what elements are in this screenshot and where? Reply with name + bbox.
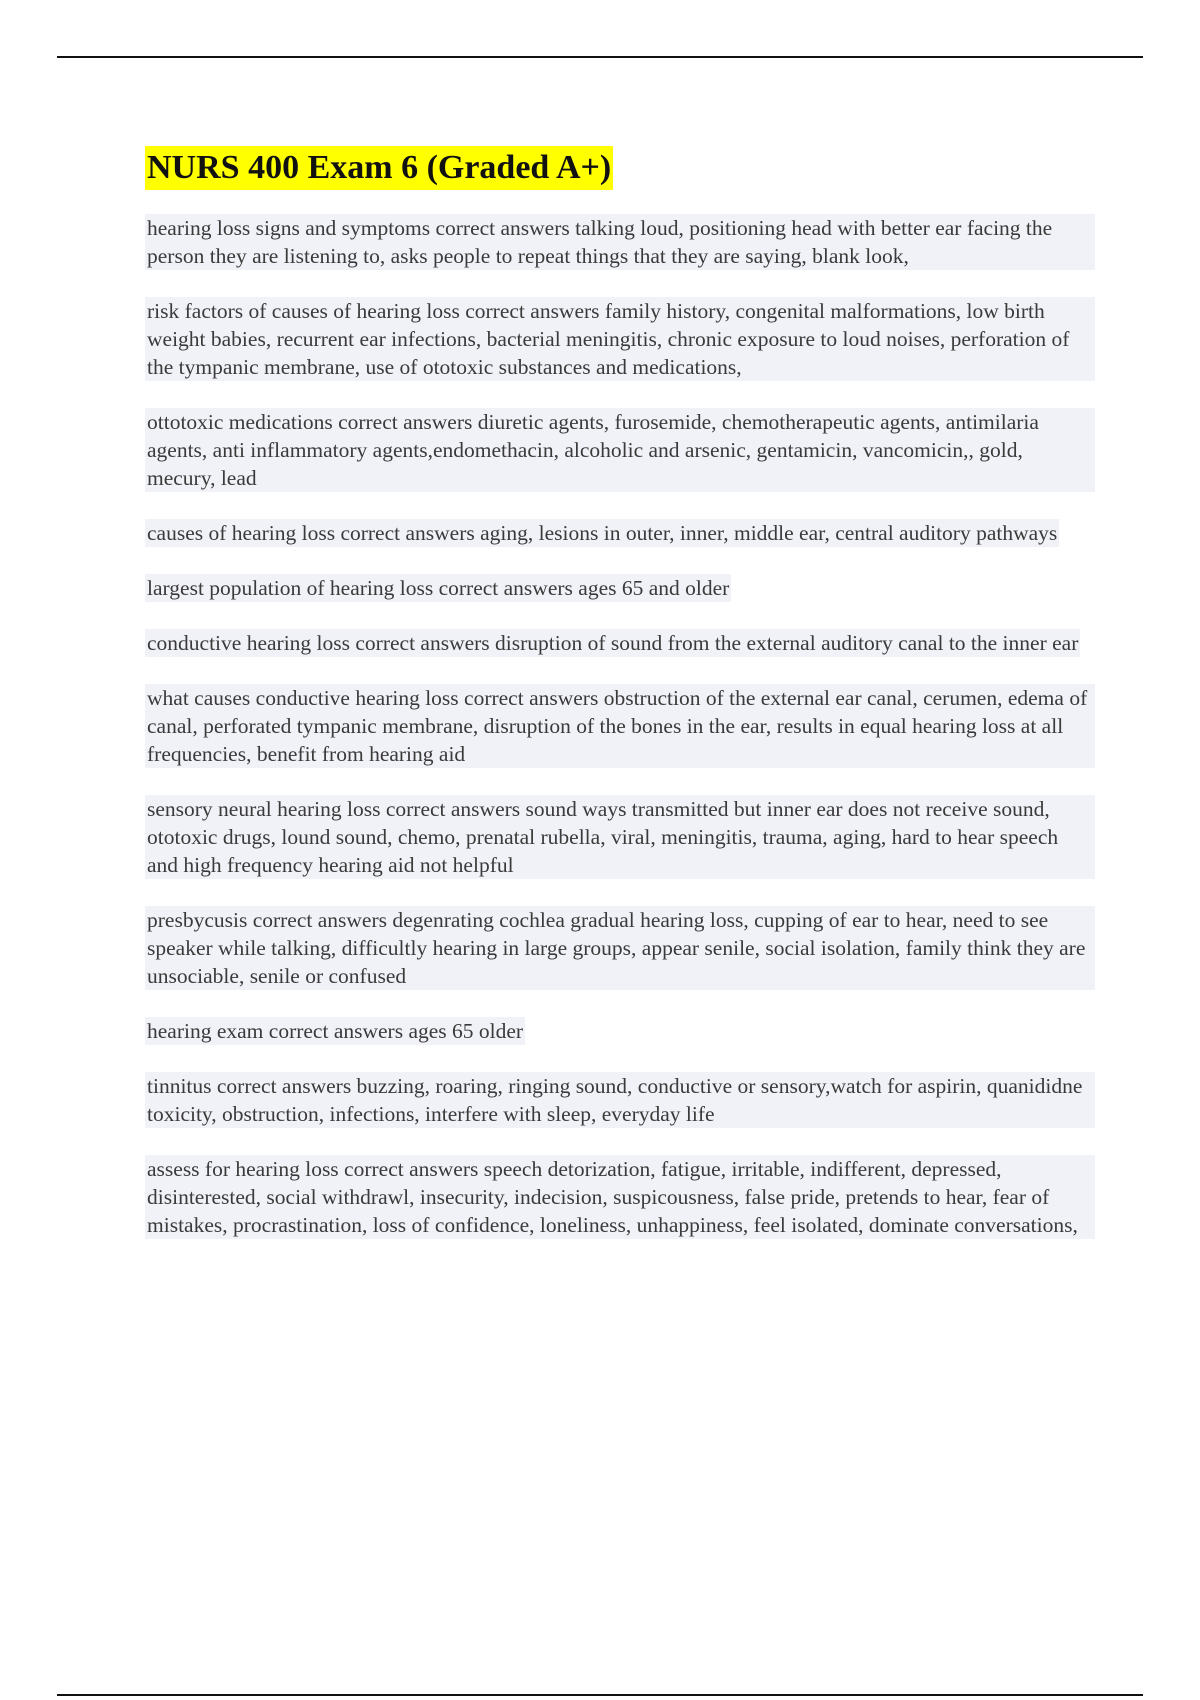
- qa-text: what causes conductive hearing loss correct answers obstruction of the external ear canal, cerumen, edema of canal, perforated tympanic membrane, disruption of the bones in the ear, results in equal hearing loss at all frequencies, benefit from hearing aid: [145, 684, 1095, 768]
- qa-text: tinnitus correct answers buzzing, roaring, ringing sound, conductive or sensory,watch for aspirin, quanididne toxicity, obstruction, infections, interfere with sleep, everyday life: [145, 1072, 1095, 1128]
- qa-list: [145, 214, 1095, 1266]
- qa-item: [145, 795, 1095, 906]
- qa-item: [145, 1017, 1095, 1072]
- qa-item: [145, 684, 1095, 795]
- qa-text: ottotoxic medications correct answers diuretic agents, furosemide, chemotherapeutic agents, antimilaria agents, anti inflammatory agents,endomethacin, alcoholic and arsenic, gentamicin, vancomicin,, gold, mecury, lead: [145, 408, 1095, 492]
- top-rule: [57, 56, 1143, 58]
- qa-item: [145, 629, 1095, 684]
- qa-item: [145, 408, 1095, 519]
- qa-text: sensory neural hearing loss correct answers sound ways transmitted but inner ear does not receive sound, ototoxic drugs, lound sound, chemo, prenatal rubella, viral, meningitis, trauma, aging, hard to hear speech and high frequency hearing aid not helpful: [145, 795, 1095, 879]
- qa-text: presbycusis correct answers degenrating cochlea gradual hearing loss, cupping of ear to hear, need to see speaker while talking, difficultly hearing in large groups, appear senile, social isolation, family think they are unsociable, senile or confused: [145, 906, 1095, 990]
- qa-item: [145, 1155, 1095, 1266]
- qa-text: hearing loss signs and symptoms correct answers talking loud, positioning head with better ear facing the person they are listening to, asks people to repeat things that they are saying, blank look,: [145, 214, 1095, 270]
- qa-text: assess for hearing loss correct answers speech detorization, fatigue, irritable, indifferent, depressed, disinterested, social withdrawl, insecurity, indecision, suspicousness, false pride, pretends to hear, fear of mistakes, procrastination, loss of confidence, loneliness, unhappiness, feel isolated, dominate conversations,: [145, 1155, 1095, 1239]
- qa-text: largest population of hearing loss correct answers ages 65 and older: [147, 576, 730, 600]
- qa-item: [145, 519, 1095, 574]
- qa-item: [145, 214, 1095, 297]
- qa-item: [145, 906, 1095, 1017]
- bottom-rule: [57, 1694, 1143, 1696]
- qa-item: [145, 297, 1095, 408]
- qa-text: risk factors of causes of hearing loss correct answers family history, congenital malformations, low birth weight babies, recurrent ear infections, bacterial meningitis, chronic exposure to loud noises, perforation of the tympanic membrane, use of ototoxic substances and medications,: [145, 297, 1095, 381]
- qa-text: causes of hearing loss correct answers aging, lesions in outer, inner, middle ear, central auditory pathways: [147, 521, 1058, 545]
- document-title: NURS 400 Exam 6 (Graded A+): [145, 146, 613, 190]
- qa-text: conductive hearing loss correct answers disruption of sound from the external auditory canal to the inner ear: [147, 631, 1079, 655]
- qa-item: [145, 1072, 1095, 1155]
- qa-text: hearing exam correct answers ages 65 older: [147, 1019, 524, 1043]
- qa-item: [145, 574, 1095, 629]
- title-block: [145, 146, 1095, 190]
- document-page: [145, 146, 1095, 1266]
